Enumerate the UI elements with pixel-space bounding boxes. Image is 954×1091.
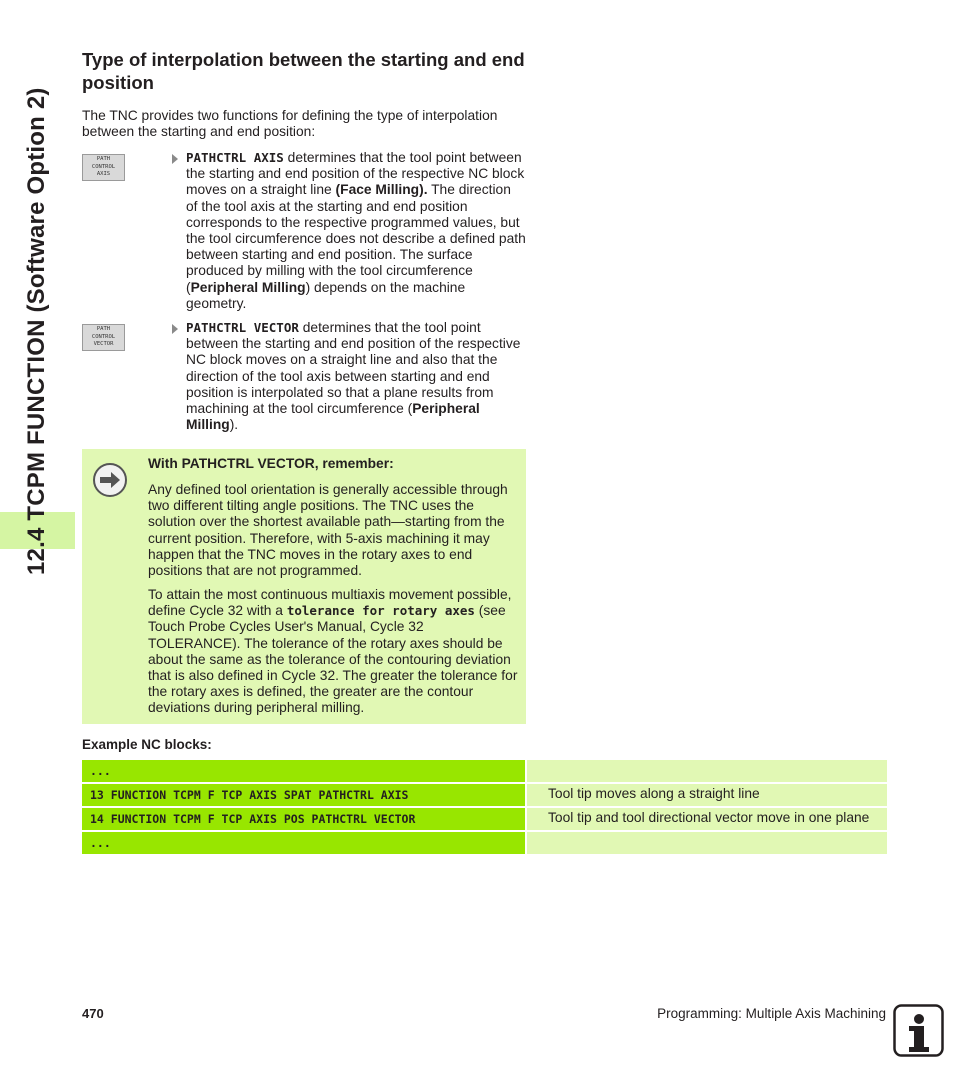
table-row <box>82 760 887 782</box>
softkey-path-control-vector[interactable] <box>82 324 125 351</box>
note-title: With PATHCTRL VECTOR, remember: <box>148 456 394 471</box>
nc-desc-cell <box>527 832 887 854</box>
softkey-line: PATH <box>96 326 111 332</box>
page-number: 470 <box>82 1006 104 1021</box>
softkey-path-control-axis[interactable] <box>82 154 125 181</box>
bold-text: Peripheral Milling <box>190 279 306 295</box>
softkey-line: CONTROL <box>91 333 116 340</box>
pathctrl-axis-description <box>186 150 526 312</box>
softkey-line: AXIS <box>96 171 111 177</box>
example-label: Example NC blocks: <box>82 737 212 752</box>
intro-paragraph: The TNC provides two functions for defining the type of interpolation between the starting and end position: <box>82 108 498 140</box>
nc-desc-cell: Tool tip and tool directional vector move in one plane <box>527 808 887 830</box>
keyword-pathctrl-axis: PATHCTRL AXIS <box>186 150 284 165</box>
text: ). <box>229 417 239 433</box>
nc-code-cell: 14 FUNCTION TCPM F TCP AXIS POS PATHCTRL VECTOR <box>82 808 525 830</box>
keyword-pathctrl-vector: PATHCTRL VECTOR <box>186 320 299 335</box>
softkey-line: CONTROL <box>91 163 116 170</box>
nc-code-cell: ... <box>82 832 525 854</box>
bullet-arrow-icon <box>172 324 178 334</box>
side-chapter-title: 12.4 TCPM FUNCTION (Software Option 2) <box>23 87 50 575</box>
bullet-arrow-icon <box>172 154 178 164</box>
table-row <box>82 784 887 806</box>
nc-code-cell: 13 FUNCTION TCPM F TCP AXIS SPAT PATHCTRL AXIS <box>82 784 525 806</box>
arrow-right-icon <box>92 462 128 498</box>
table-row <box>82 808 887 830</box>
nc-desc-cell <box>527 760 887 782</box>
nc-blocks-table <box>82 760 887 856</box>
text: The direction of the tool axis at the starting and end position corresponds to the respective programmed values, but the tool circumference does not describe a defined path between starting and end position. The surface produced by milling with the tool circumference ( <box>186 182 526 295</box>
keyword-tolerance: tolerance for rotary axes <box>286 603 475 619</box>
table-row <box>82 832 887 854</box>
text: To attain the most continuous multiaxis movement possible, define Cycle 32 with a <box>148 587 512 619</box>
bold-text: Peripheral Milling <box>186 401 480 433</box>
text: determines that the tool point between the starting and end position of the respective NC block moves on a straight line <box>186 150 525 198</box>
text: (see Touch Probe Cycles User's Manual, Cycle 32 TOLERANCE). The tolerance of the rotary axes should be about the same as the tolerance of the contouring deviation that is also defined in Cycle 32. The greater the tolerance for the rotary axes is defined, the greater are the contour deviations during peripheral milling. <box>148 603 518 716</box>
bold-text: (Face Milling). <box>335 182 428 198</box>
pathctrl-vector-description <box>186 320 526 433</box>
note-box <box>82 449 526 724</box>
softkey-line: PATH <box>96 156 111 162</box>
note-paragraph-1: Any defined tool orientation is generally accessible through two different tilting angle positions. The TNC uses the solution over the shortest available path—starting from the current position. Therefore, with 5-axis machining it may happen that the TNC moves in the rotary axes to end positions that are not programmed. <box>148 482 508 579</box>
section-heading: Type of interpolation between the starting and end position <box>82 49 525 93</box>
info-icon <box>893 1004 944 1057</box>
note-paragraph-2 <box>148 587 518 717</box>
softkey-line: VECTOR <box>93 341 114 347</box>
nc-code-cell: ... <box>82 760 525 782</box>
footer-title: Programming: Multiple Axis Machining <box>657 1006 886 1021</box>
text: ) depends on the machine geometry. <box>186 279 466 311</box>
nc-desc-cell: Tool tip moves along a straight line <box>527 784 887 806</box>
text: determines that the tool point between the starting and end position of the respective NC block moves on a straight line and also that the direction of the tool axis between starting and end position is interpolated so that a plane results from machining at the tool circumference ( <box>186 320 521 417</box>
